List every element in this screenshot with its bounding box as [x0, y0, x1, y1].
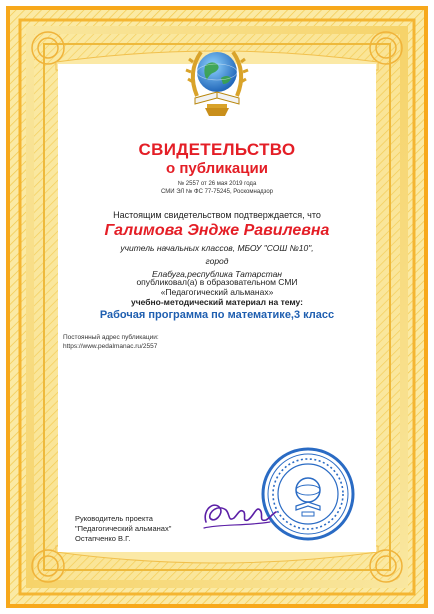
media-registry: СМИ ЭЛ № ФС 77-75245, Роскомнадзор [160, 189, 274, 195]
certificate-subtitle: о публикации [166, 160, 268, 177]
person-name: Галимова Эндже Равилевна [104, 222, 330, 239]
person-position [110, 242, 324, 281]
publication-url[interactable]: https://www.pedalmanac.ru/2557 [63, 343, 158, 350]
globe-book-emblem-icon [183, 38, 251, 130]
position-line: Елабуга,республика Татарстан [152, 269, 282, 279]
signer-project: "Педагогический альманах" [75, 524, 172, 533]
handwritten-signature-icon [200, 492, 278, 534]
address-label: Постоянный адрес публикации: [63, 334, 159, 341]
signer-name: Остапченко В.Г. [75, 534, 131, 543]
confirm-text: Настоящим свидетельством подтверждается, что [113, 210, 321, 220]
published-text: опубликовал(а) в образовательном СМИ [136, 277, 298, 287]
material-title: Рабочая программа по математике,3 класс [99, 309, 335, 321]
certificate-number: № 2557 от 26 мая 2019 года [177, 181, 257, 187]
certificate-title: СВИДЕТЕЛЬСТВО [138, 140, 296, 159]
signer-role: Руководитель проекта [75, 514, 153, 523]
journal-name: «Педагогический альманах» [160, 287, 274, 297]
material-label: учебно-методический материал на тему: [130, 297, 303, 307]
position-line: учитель начальных классов, МБОУ "СОШ №10", город [120, 243, 314, 266]
